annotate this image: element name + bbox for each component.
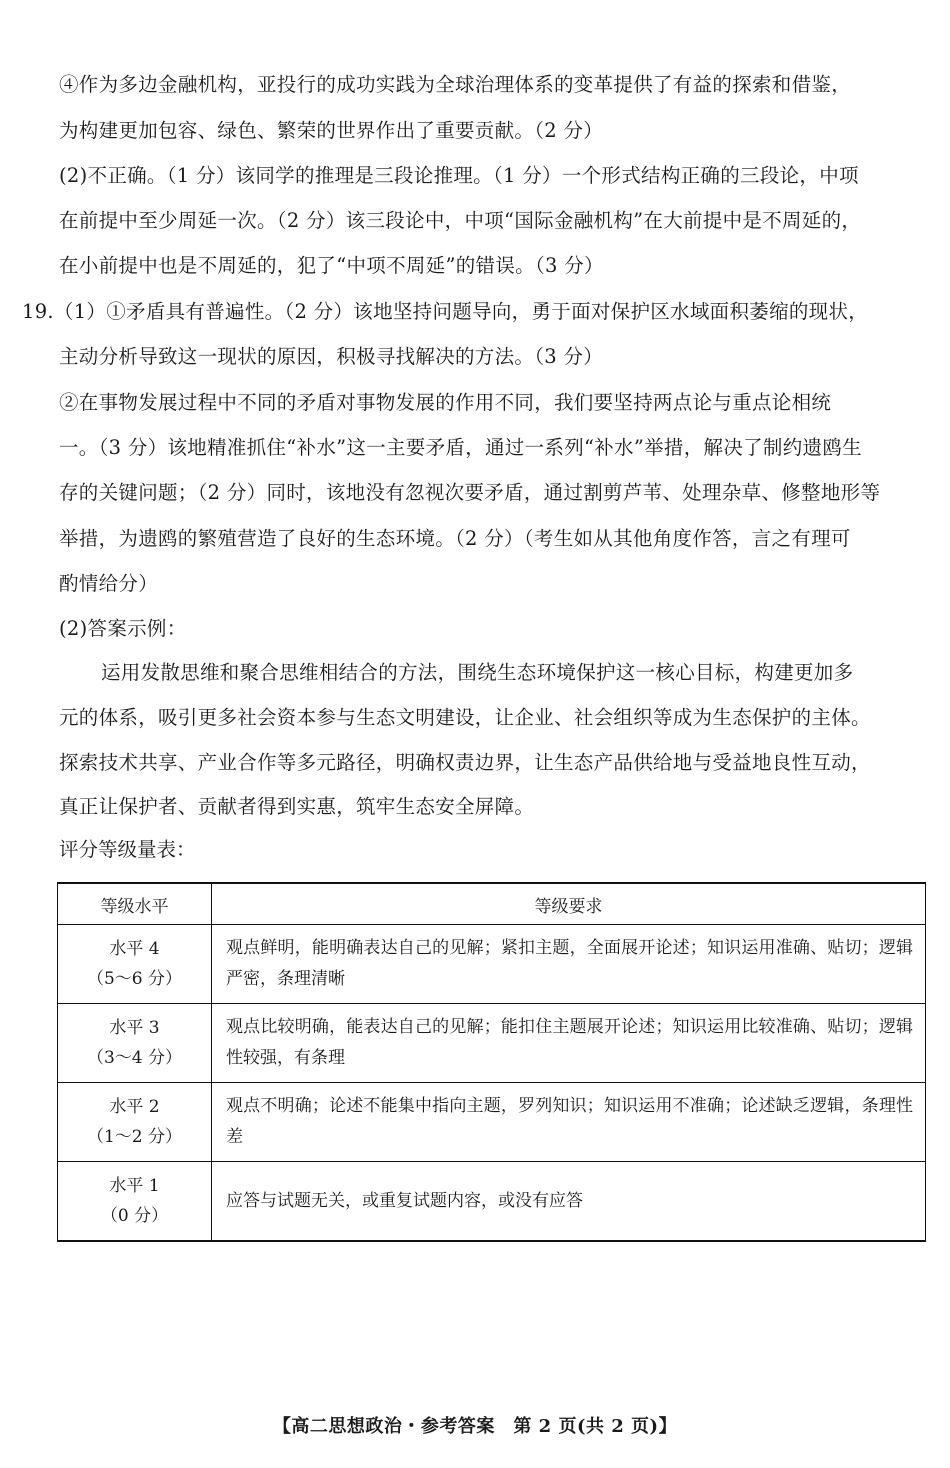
sample-answer-line: 元的体系，吸引更多社会资本参与生态文明建设，让企业、社会组织等成为生态保护的主体。 <box>59 706 871 729</box>
requirement-cell: 观点比较明确，能表达自己的见解；能扣住主题展开论述；知识运用比较准确、贴切；逻辑性较强，有条理 <box>212 1004 926 1083</box>
rubric-row <box>58 1162 926 1242</box>
level-cell <box>58 1162 212 1242</box>
level-score: （1～2 分） <box>86 1127 183 1147</box>
answer-line: 举措，为遗鸥的繁殖营造了良好的生态环境。（2 分）（考生如从其他角度作答，言之有理可 <box>59 527 851 550</box>
level-name: 水平 1 <box>109 1176 160 1196</box>
sample-answer-line: 真正让保护者、贡献者得到实惠，筑牢生态安全屏障。 <box>59 795 535 818</box>
rubric-table <box>57 882 926 1242</box>
answer-line: 酌情给分） <box>59 572 159 595</box>
sample-answer-line: 探索技术共享、产业合作等多元路径，明确权责边界，让生态产品供给地与受益地良性互动， <box>59 751 871 774</box>
answer-line: 为构建更加包容、绿色、繁荣的世界作出了重要贡献。（2 分） <box>59 119 604 142</box>
requirement-cell: 观点鲜明，能明确表达自己的见解；紧扣主题，全面展开论述；知识运用准确、贴切；逻辑严密，条理清晰 <box>212 925 926 1004</box>
requirement-cell: 应答与试题无关，或重复试题内容，或没有应答 <box>212 1162 926 1242</box>
page-footer: 【高二思想政治・参考答案 第 2 页(共 2 页)】 <box>272 1416 678 1437</box>
answer-line: ④作为多边金融机构，亚投行的成功实践为全球治理体系的变革提供了有益的探索和借鉴， <box>59 73 852 96</box>
answer-line: ②在事物发展过程中不同的矛盾对事物发展的作用不同，我们要坚持两点论与重点论相统 <box>59 391 832 414</box>
answer-line: 在小前提中也是不周延的，犯了“中项不周延”的错误。（3 分） <box>59 254 604 277</box>
question-19-line: 19.（1）①矛盾具有普遍性。（2 分）该地坚持问题导向，勇于面对保护区水域面积萎缩的现状， <box>22 300 869 323</box>
answer-line: (2)答案示例： <box>59 617 187 640</box>
rubric-row <box>58 925 926 1004</box>
header-requirement: 等级要求 <box>212 883 926 925</box>
level-cell <box>58 1083 212 1162</box>
level-cell <box>58 1004 212 1083</box>
rubric-header-row <box>58 883 926 925</box>
level-score: （3～4 分） <box>86 1048 183 1068</box>
requirement-cell: 观点不明确；论述不能集中指向主题，罗列知识；知识运用不准确；论述缺乏逻辑，条理性差 <box>212 1083 926 1162</box>
header-level: 等级水平 <box>58 883 212 925</box>
answer-line: 在前提中至少周延一次。（2 分）该三段论中，中项“国际金融机构”在大前提中是不周延的， <box>59 209 862 232</box>
level-name: 水平 4 <box>109 939 160 959</box>
rubric-row <box>58 1083 926 1162</box>
level-name: 水平 2 <box>109 1097 160 1117</box>
answer-line: (2)不正确。（1 分）该同学的推理是三段论推理。（1 分）一个形式结构正确的三段论，中项 <box>59 164 859 187</box>
answer-line: 主动分析导致这一现状的原因，积极寻找解决的方法。（3 分） <box>59 345 604 368</box>
level-score: （0 分） <box>100 1206 169 1226</box>
answer-line: 存的关键问题；（2 分）同时，该地没有忽视次要矛盾，通过割剪芦苇、处理杂草、修整地形等 <box>59 481 881 504</box>
level-score: （5～6 分） <box>86 969 183 989</box>
level-name: 水平 3 <box>109 1018 160 1038</box>
answer-line: 一。（3 分）该地精准抓住“补水”这一主要矛盾，通过一系列“补水”举措，解决了制约遗鸥生 <box>59 436 862 459</box>
rubric-title: 评分等级量表： <box>59 838 196 861</box>
rubric-row <box>58 1004 926 1083</box>
level-cell <box>58 925 212 1004</box>
sample-answer-line: 运用发散思维和聚合思维相结合的方法，围绕生态环境保护这一核心目标，构建更加多 <box>101 661 854 684</box>
